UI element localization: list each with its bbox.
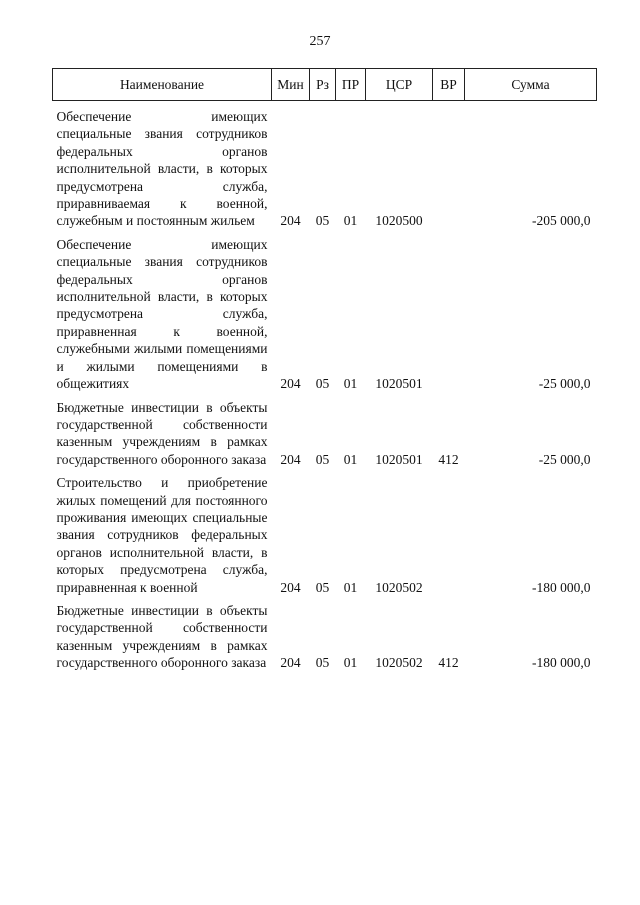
row-sum: -180 000,0 — [532, 655, 591, 671]
row-vr — [433, 230, 465, 393]
row-pr: 01 — [343, 451, 358, 467]
page-number: 257 — [309, 34, 331, 49]
row-name: Строительство и приобретение жилых помещений для постоянного проживания имеющих специальные звания сотрудников федеральных органов исполнительной власти, в которых предусмотрена служба, приравненная к военной — [56, 475, 268, 595]
row-csr: 1020502 — [375, 579, 423, 595]
row-min: 204 — [280, 213, 301, 229]
row-name-cell — [53, 230, 272, 393]
row-pr: 01 — [343, 579, 358, 595]
row-csr: 1020501 — [375, 451, 423, 467]
table-row — [53, 101, 597, 230]
row-pr: 01 — [343, 655, 358, 671]
row-rz: 05 — [315, 655, 330, 671]
row-name-cell — [53, 393, 272, 469]
row-min: 204 — [280, 579, 301, 595]
row-min: 204 — [280, 451, 301, 467]
table-row — [53, 468, 597, 596]
row-sum: -25 000,0 — [538, 451, 591, 467]
header-csr: ЦСР — [366, 69, 433, 101]
table-header-row — [53, 69, 597, 101]
row-csr: 1020500 — [375, 213, 423, 229]
row-name: Обеспечение имеющих специальные звания сотрудников федеральных органов исполнительной власти, в которых предусмотрена служба, приравненная к военной, служебными жилыми помещениями и жилыми помещениями в общежитиях — [56, 236, 268, 392]
row-rz: 05 — [315, 451, 330, 467]
row-name: Бюджетные инвестиции в объекты государственной собственности казенным учреждениям в рамках государственного оборонного заказа — [56, 399, 268, 467]
row-sum: -180 000,0 — [532, 579, 591, 595]
header-vr: ВР — [433, 69, 465, 101]
row-min: 204 — [280, 655, 301, 671]
row-name: Бюджетные инвестиции в объекты государственной собственности казенным учреждениям в рамках государственного оборонного заказа — [56, 602, 268, 671]
row-name-cell — [53, 596, 272, 672]
row-vr — [433, 468, 465, 596]
row-pr: 01 — [343, 376, 358, 392]
row-name: Обеспечение имеющих специальные звания сотрудников федеральных органов исполнительной власти, в которых предусмотрена служба, приравниваемая к военной, служебным и постоянным жильем — [56, 109, 268, 229]
row-csr: 1020501 — [375, 376, 423, 392]
row-rz: 05 — [315, 579, 330, 595]
header-rz: Рз — [310, 69, 336, 101]
table-row — [53, 230, 597, 393]
budget-table — [52, 68, 597, 672]
row-sum: -205 000,0 — [532, 213, 591, 229]
row-pr: 01 — [343, 213, 358, 229]
row-vr: 412 — [438, 451, 459, 467]
row-csr: 1020502 — [375, 655, 423, 671]
row-sum: -25 000,0 — [538, 376, 591, 392]
row-vr: 412 — [438, 655, 459, 671]
header-min: Мин — [272, 69, 310, 101]
row-rz: 05 — [315, 213, 330, 229]
row-rz: 05 — [315, 376, 330, 392]
row-vr — [433, 101, 465, 230]
header-pr: ПР — [336, 69, 366, 101]
table-row — [53, 596, 597, 672]
header-name: Наименование — [53, 69, 272, 101]
row-name-cell — [53, 468, 272, 596]
table-row — [53, 393, 597, 469]
row-name-cell — [53, 101, 272, 230]
row-min: 204 — [280, 376, 301, 392]
header-sum: Сумма — [465, 69, 597, 101]
